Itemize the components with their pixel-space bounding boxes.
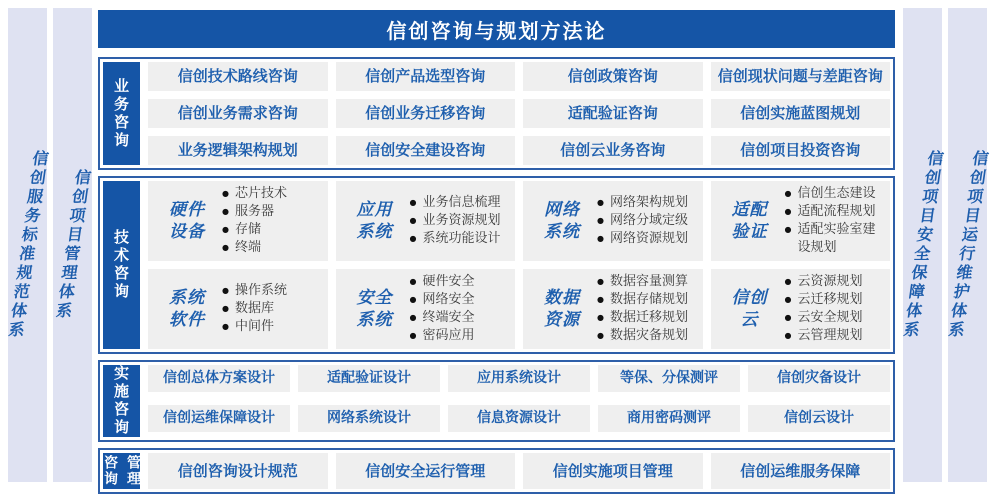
- bullet-item: ● 数据灾备规划: [597, 327, 699, 345]
- tech-card-bullet-list: [218, 185, 324, 257]
- bullet-item: ● 中间件: [222, 318, 324, 336]
- bullet-item: ● 密码应用: [410, 327, 512, 345]
- bullet-item: ● 云管理规划: [785, 327, 887, 345]
- bullet-item: ● 硬件安全: [410, 273, 512, 291]
- sidebar-operation-maintenance: [944, 8, 991, 482]
- sidebar-operation-maintenance-label: 信创项目运行维护体系: [944, 150, 991, 340]
- tech-card-title-line: 资源: [544, 310, 580, 330]
- tech-card-system-software-title: [156, 287, 218, 331]
- implementation-item: 应用系统设计: [448, 365, 590, 392]
- business-item: 信创现状问题与差距咨询: [711, 62, 891, 91]
- bullet-item: ● 业务信息梳理: [410, 194, 512, 212]
- management-item: 信创咨询设计规范: [148, 453, 328, 489]
- business-item: 信创政策咨询: [523, 62, 703, 91]
- tech-card-bullet-list: [218, 282, 324, 336]
- implementation-item: 信创总体方案设计: [148, 365, 290, 392]
- tech-card-application-title: [344, 199, 406, 243]
- bullet-item: ● 系统功能设计: [410, 230, 512, 248]
- bullet-item: ● 云资源规划: [785, 273, 887, 291]
- tech-card-network-title: [531, 199, 593, 243]
- sidebar-service-standards-label: 信创服务标准规范体系: [4, 150, 51, 340]
- tech-card-adaptation-title: [719, 199, 781, 243]
- management-item: 信创运维服务保障: [711, 453, 891, 489]
- tech-card-security: [336, 269, 516, 349]
- sidebar-security-assurance: [899, 8, 946, 482]
- management-items-grid: [148, 453, 890, 489]
- bullet-item: ● 适配流程规划: [785, 203, 887, 221]
- bullet-item: ● 云安全规划: [785, 309, 887, 327]
- tech-card-title-line: 验证: [731, 222, 768, 242]
- tech-card-bullet-list: [593, 273, 699, 345]
- technical-cards-grid: [148, 181, 890, 349]
- section-implementation-header: [103, 365, 140, 437]
- bullet-item: ● 数据容量测算: [597, 273, 699, 291]
- sidebar-security-assurance-label: 信创项目安全保障体系: [899, 150, 946, 340]
- tech-card-title-line: 软件: [169, 310, 205, 330]
- bullet-item: ● 终端安全: [410, 309, 512, 327]
- tech-card-bullet-list: [406, 194, 512, 248]
- implementation-item: 网络系统设计: [298, 405, 440, 432]
- bullet-item: ● 信创生态建设: [785, 185, 887, 203]
- business-item: 信创业务需求咨询: [148, 99, 328, 128]
- implementation-item: 信创灾备设计: [748, 365, 890, 392]
- bullet-item: ● 操作系统: [222, 282, 324, 300]
- bullet-item: ● 终端: [222, 239, 324, 257]
- tech-card-bullet-list: [781, 273, 887, 345]
- section-management-header: [103, 453, 140, 489]
- tech-card-xinchuang-cloud: [711, 269, 891, 349]
- tech-card-hardware: [148, 181, 328, 261]
- bullet-item: ● 服务器: [222, 203, 324, 221]
- business-item: 信创技术路线咨询: [148, 62, 328, 91]
- management-item: 信创安全运行管理: [336, 453, 516, 489]
- business-item: 信创业务迁移咨询: [336, 99, 516, 128]
- tech-card-title-line: 系统: [169, 287, 205, 308]
- business-item: 适配验证咨询: [523, 99, 703, 128]
- implementation-item: 等保、分保测评: [598, 365, 740, 392]
- tech-card-bullet-list: [781, 185, 887, 257]
- tech-card-title-line: 设备: [169, 222, 205, 242]
- tech-card-title-line: 云: [740, 310, 759, 330]
- section-business-header-label: 业务咨询: [112, 77, 130, 150]
- tech-card-bullet-list: [593, 194, 699, 248]
- tech-card-system-software: [148, 269, 328, 349]
- tech-card-title-line: 安全: [356, 287, 393, 308]
- implementation-item: 商用密码测评: [598, 405, 740, 432]
- tech-card-bullet-list: [406, 273, 512, 345]
- tech-card-title-line: 应用: [356, 199, 393, 220]
- tech-card-title-line: 系统: [356, 310, 393, 330]
- section-business-consulting: [98, 57, 895, 170]
- tech-card-data-resource-title: [531, 287, 593, 331]
- tech-card-security-title: [344, 287, 406, 331]
- sidebar-service-standards: [4, 8, 51, 482]
- bullet-item: ● 数据存储规划: [597, 291, 699, 309]
- management-header-col: 咨询: [102, 455, 118, 487]
- bullet-item: ● 网络架构规划: [597, 194, 699, 212]
- tech-card-hardware-title: [156, 199, 218, 243]
- management-header-col: 管理: [125, 455, 141, 487]
- section-management-header-label: [100, 455, 143, 487]
- implementation-item: 信创云设计: [748, 405, 890, 432]
- tech-card-application: [336, 181, 516, 261]
- tech-card-xinchuang-cloud-title: [719, 287, 781, 331]
- section-business-header: [103, 62, 140, 165]
- bullet-item: ● 网络资源规划: [597, 230, 699, 248]
- business-item: 信创项目投资咨询: [711, 136, 891, 165]
- tech-card-title-line: 硬件: [169, 199, 205, 220]
- bullet-item: ● 适配实验室建设规划: [785, 221, 887, 257]
- tech-card-title-line: 数据: [544, 287, 580, 308]
- bullet-item: ● 数据库: [222, 300, 324, 318]
- tech-card-adaptation: [711, 181, 891, 261]
- implementation-item: 信创运维保障设计: [148, 405, 290, 432]
- business-item: 信创安全建设咨询: [336, 136, 516, 165]
- section-technical-consulting: [98, 176, 895, 354]
- section-implementation-consulting: [98, 360, 895, 442]
- tech-card-title-line: 系统: [544, 222, 580, 242]
- sidebar-project-management-label: 信创项目管理体系: [52, 169, 93, 321]
- business-item: 信创产品选型咨询: [336, 62, 516, 91]
- tech-card-title-line: 网络: [544, 199, 580, 220]
- management-item: 信创实施项目管理: [523, 453, 703, 489]
- implementation-item: 信息资源设计: [448, 405, 590, 432]
- bullet-item: ● 数据迁移规划: [597, 309, 699, 327]
- tech-card-network: [523, 181, 703, 261]
- sidebar-project-management: [53, 8, 92, 482]
- bullet-item: ● 云迁移规划: [785, 291, 887, 309]
- bullet-item: ● 芯片技术: [222, 185, 324, 203]
- bullet-item: ● 存储: [222, 221, 324, 239]
- section-consulting-management: [98, 448, 895, 494]
- tech-card-title-line: 信创: [731, 287, 768, 308]
- section-implementation-header-label: 实施咨询: [112, 365, 130, 437]
- implementation-item: 适配验证设计: [298, 365, 440, 392]
- business-item: 信创实施蓝图规划: [711, 99, 891, 128]
- main-panel: [98, 10, 895, 487]
- tech-card-title-line: 适配: [731, 199, 768, 220]
- tech-card-data-resource: [523, 269, 703, 349]
- business-item: 业务逻辑架构规划: [148, 136, 328, 165]
- bullet-item: ● 网络安全: [410, 291, 512, 309]
- tech-card-title-line: 系统: [356, 222, 393, 242]
- section-technical-header-label: 技术咨询: [112, 229, 130, 301]
- bullet-item: ● 网络分域定级: [597, 212, 699, 230]
- section-technical-header: [103, 181, 140, 349]
- business-item: 信创云业务咨询: [523, 136, 703, 165]
- implementation-items-grid: [148, 365, 890, 437]
- diagram-title: 信创咨询与规划方法论: [98, 10, 895, 48]
- business-items-grid: [148, 62, 890, 165]
- bullet-item: ● 业务资源规划: [410, 212, 512, 230]
